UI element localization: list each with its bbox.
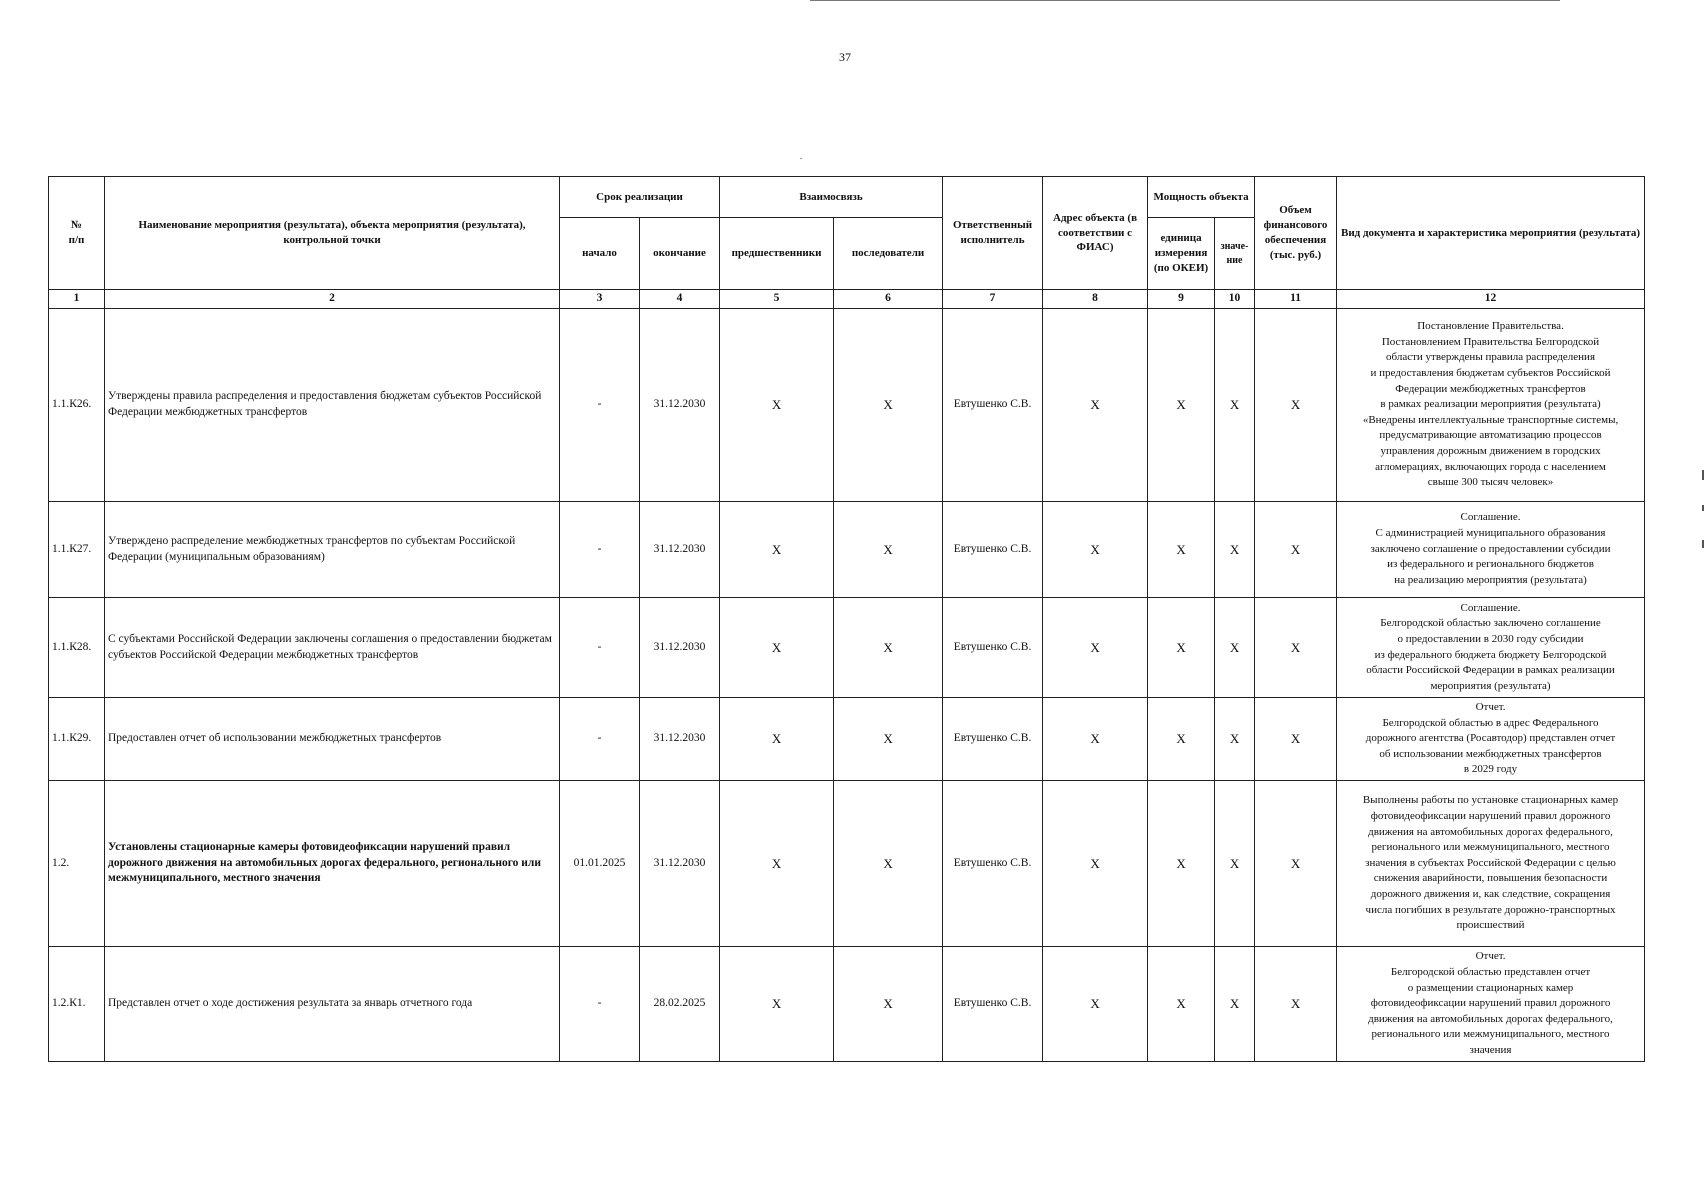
scan-side-mark	[1702, 540, 1704, 548]
table-row	[49, 947, 1645, 1062]
row-responsible: Евтушенко С.В.	[943, 502, 1043, 598]
column-number-row	[49, 290, 1645, 309]
row-end: 28.02.2025	[640, 947, 720, 1062]
header-responsible: Ответственный исполнитель	[943, 177, 1043, 290]
row-num: 1.2.К1.	[49, 947, 105, 1062]
scan-side-mark	[1702, 470, 1704, 480]
row-value: X	[1215, 781, 1255, 947]
row-finance: X	[1255, 598, 1337, 698]
column-number: 11	[1255, 290, 1337, 309]
row-predecessors: X	[720, 502, 834, 598]
row-address: X	[1043, 309, 1148, 502]
header-successors: последователи	[834, 218, 943, 290]
column-number: 1	[49, 290, 105, 309]
row-address: X	[1043, 947, 1148, 1062]
row-value: X	[1215, 502, 1255, 598]
header-predecessors: предшественники	[720, 218, 834, 290]
row-doc: Постановление Правительства. Постановлением Правительства Белгородской области утверждены правила распределения и предоставления бюджетам субъектов Российской Федерации межбюджетных трансфертов в рамках реализации мероприятия (результата) «Внедрены интеллектуальные транспортные системы, предусматривающие автоматизацию процессов управления дорожным движением в городских агломерациях, включающих города с населением свыше 300 тысяч человек»	[1337, 309, 1645, 502]
row-unit: X	[1148, 781, 1215, 947]
row-unit: X	[1148, 502, 1215, 598]
header-address: Адрес объекта (в соответствии с ФИАС)	[1043, 177, 1148, 290]
row-unit: X	[1148, 309, 1215, 502]
row-unit: X	[1148, 598, 1215, 698]
row-end: 31.12.2030	[640, 698, 720, 781]
row-name: Предоставлен отчет об использовании межбюджетных трансфертов	[105, 698, 560, 781]
column-number: 10	[1215, 290, 1255, 309]
column-number: 6	[834, 290, 943, 309]
row-num: 1.2.	[49, 781, 105, 947]
column-number: 9	[1148, 290, 1215, 309]
row-doc: Соглашение. С администрацией муниципального образования заключено соглашение о предоставлении субсидии из федерального и регионального бюджетов на реализацию мероприятия (результата)	[1337, 502, 1645, 598]
header-doc: Вид документа и характеристика мероприятия (результата)	[1337, 177, 1645, 290]
row-doc: Выполнены работы по установке стационарных камер фотовидеофиксации нарушений правил дорожного движения на автомобильных дорогах федерального, регионального или межмуниципального, местного значения в субъектах Российской Федерации с целью снижения аварийности, повышения безопасности дорожного движения и, как следствие, сокращения числа погибших в результате дорожно-транспортных происшествий	[1337, 781, 1645, 947]
row-predecessors: X	[720, 947, 834, 1062]
row-num: 1.1.К26.	[49, 309, 105, 502]
row-start: -	[560, 947, 640, 1062]
header-num: № п/п	[49, 177, 105, 290]
column-number: 2	[105, 290, 560, 309]
row-finance: X	[1255, 309, 1337, 502]
column-number: 8	[1043, 290, 1148, 309]
row-name: Утверждено распределение межбюджетных трансфертов по субъектам Российской Федерации (муниципальным образованиям)	[105, 502, 560, 598]
row-name: Установлены стационарные камеры фотовидеофиксации нарушений правил дорожного движения на автомобильных дорогах федерального, регионального или межмуниципального, местного значения	[105, 781, 560, 947]
row-name: Представлен отчет о ходе достижения результата за январь отчетного года	[105, 947, 560, 1062]
row-end: 31.12.2030	[640, 309, 720, 502]
row-end: 31.12.2030	[640, 502, 720, 598]
row-doc: Отчет. Белгородской областью в адрес Федерального дорожного агентства (Росавтодор) представлен отчет об использовании межбюджетных трансфертов в 2029 году	[1337, 698, 1645, 781]
column-number: 3	[560, 290, 640, 309]
row-successors: X	[834, 598, 943, 698]
row-doc: Соглашение. Белгородской областью заключено соглашение о предоставлении в 2030 году субсидии из федерального бюджета бюджету Белгородской области Российской Федерации в рамках реализации мероприятия (результата)	[1337, 598, 1645, 698]
row-name: Утверждены правила распределения и предоставления бюджетам субъектов Российской Федерации межбюджетных трансфертов	[105, 309, 560, 502]
header-value: значе-ние	[1215, 218, 1255, 290]
row-start: 01.01.2025	[560, 781, 640, 947]
row-start: -	[560, 309, 640, 502]
row-successors: X	[834, 947, 943, 1062]
row-num: 1.1.К28.	[49, 598, 105, 698]
row-responsible: Евтушенко С.В.	[943, 781, 1043, 947]
row-value: X	[1215, 698, 1255, 781]
row-address: X	[1043, 502, 1148, 598]
row-responsible: Евтушенко С.В.	[943, 947, 1043, 1062]
row-finance: X	[1255, 698, 1337, 781]
row-successors: X	[834, 781, 943, 947]
row-predecessors: X	[720, 698, 834, 781]
row-successors: X	[834, 309, 943, 502]
plan-table	[48, 176, 1645, 1062]
row-predecessors: X	[720, 598, 834, 698]
row-value: X	[1215, 947, 1255, 1062]
scan-speck	[800, 158, 802, 159]
header-relation: Взаимосвязь	[720, 177, 943, 218]
row-address: X	[1043, 598, 1148, 698]
row-predecessors: X	[720, 309, 834, 502]
row-doc: Отчет. Белгородской областью представлен отчет о размещении стационарных камер фотовидеофиксации нарушений правил дорожного движения на автомобильных дорогах федерального, регионального или межмуниципального, местного значения	[1337, 947, 1645, 1062]
table-row	[49, 309, 1645, 502]
row-end: 31.12.2030	[640, 598, 720, 698]
column-number: 12	[1337, 290, 1645, 309]
column-number: 4	[640, 290, 720, 309]
table-row	[49, 502, 1645, 598]
row-value: X	[1215, 598, 1255, 698]
header-finance: Объем финансового обеспечения (тыс. руб.)	[1255, 177, 1337, 290]
header-capacity: Мощность объекта	[1148, 177, 1255, 218]
header-period-start: начало	[560, 218, 640, 290]
row-successors: X	[834, 698, 943, 781]
row-responsible: Евтушенко С.В.	[943, 598, 1043, 698]
row-unit: X	[1148, 947, 1215, 1062]
row-finance: X	[1255, 947, 1337, 1062]
row-end: 31.12.2030	[640, 781, 720, 947]
table-row	[49, 598, 1645, 698]
row-name: С субъектами Российской Федерации заключены соглашения о предоставлении бюджетам субъектов Российской Федерации межбюджетных трансфертов	[105, 598, 560, 698]
table-header	[49, 177, 1645, 290]
table-row	[49, 781, 1645, 947]
row-unit: X	[1148, 698, 1215, 781]
row-num: 1.1.К27.	[49, 502, 105, 598]
row-finance: X	[1255, 781, 1337, 947]
scan-edge-line	[810, 0, 1560, 1]
row-predecessors: X	[720, 781, 834, 947]
row-start: -	[560, 698, 640, 781]
row-finance: X	[1255, 502, 1337, 598]
column-number: 5	[720, 290, 834, 309]
row-responsible: Евтушенко С.В.	[943, 698, 1043, 781]
table-body	[49, 290, 1645, 1062]
row-successors: X	[834, 502, 943, 598]
scan-side-mark	[1702, 505, 1704, 511]
page-number: 37	[839, 50, 851, 64]
row-start: -	[560, 598, 640, 698]
row-address: X	[1043, 781, 1148, 947]
header-period: Срок реализации	[560, 177, 720, 218]
row-start: -	[560, 502, 640, 598]
table-row	[49, 698, 1645, 781]
row-num: 1.1.К29.	[49, 698, 105, 781]
header-name: Наименование мероприятия (результата), объекта мероприятия (результата), контрольной точки	[105, 177, 560, 290]
row-responsible: Евтушенко С.В.	[943, 309, 1043, 502]
row-value: X	[1215, 309, 1255, 502]
column-number: 7	[943, 290, 1043, 309]
header-period-end: окончание	[640, 218, 720, 290]
header-unit: единица измерения (по ОКЕИ)	[1148, 218, 1215, 290]
row-address: X	[1043, 698, 1148, 781]
